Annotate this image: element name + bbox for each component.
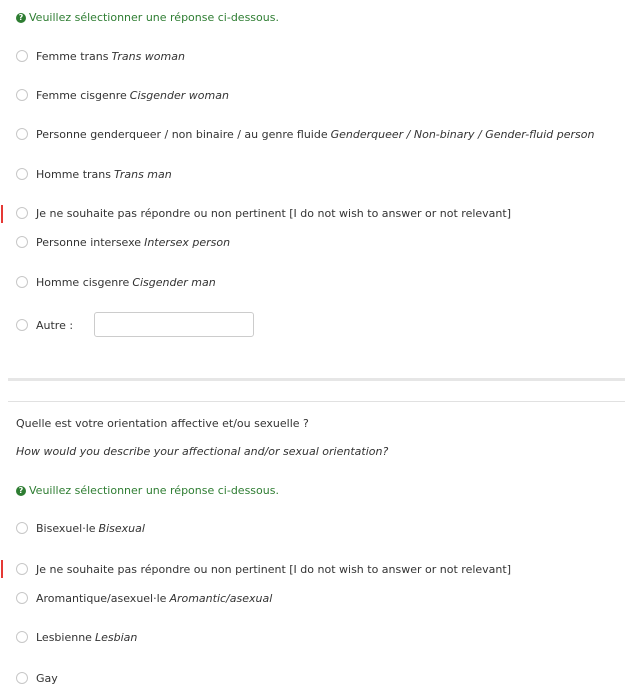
radio-button[interactable]: [16, 207, 28, 219]
option-label: Femme cisgenre: [36, 88, 127, 102]
section-divider: [8, 378, 625, 381]
radio-button[interactable]: [16, 276, 28, 288]
other-text-input[interactable]: [94, 312, 254, 337]
option-label: Lesbienne: [36, 630, 92, 644]
option-gay[interactable]: [16, 670, 58, 686]
radio-button[interactable]: [16, 631, 28, 643]
option-cisgender-man[interactable]: [16, 274, 216, 290]
no-answer-marker: [1, 560, 3, 578]
question-2-tip: [16, 484, 279, 497]
option-bisexual[interactable]: [16, 520, 145, 536]
radio-button[interactable]: [16, 89, 28, 101]
radio-button[interactable]: [16, 563, 28, 575]
radio-button[interactable]: [16, 592, 28, 604]
radio-button[interactable]: [16, 319, 28, 331]
option-label-en: Bisexual: [98, 521, 145, 535]
option-label-en: Trans woman: [111, 49, 185, 63]
help-icon: ?: [16, 13, 26, 23]
option-genderqueer[interactable]: [16, 126, 594, 142]
option-no-answer[interactable]: [16, 205, 511, 221]
option-aromantic-asexual[interactable]: [16, 590, 272, 606]
option-label-en: Genderqueer / Non-binary / Gender-fluid person: [330, 127, 595, 141]
option-label: Homme trans: [36, 167, 111, 181]
question-2-title: Quelle est votre orientation affective et/ou sexuelle ?: [16, 417, 309, 430]
radio-button[interactable]: [16, 672, 28, 684]
option-label-en: Cisgender man: [132, 275, 216, 289]
option-label-en: Intersex person: [144, 235, 231, 249]
option-cisgender-woman[interactable]: [16, 87, 229, 103]
question-1-tip-text: Veuillez sélectionner une réponse ci-dessous.: [29, 11, 279, 24]
radio-button[interactable]: [16, 236, 28, 248]
option-other[interactable]: [16, 317, 73, 333]
radio-button[interactable]: [16, 168, 28, 180]
option-label: Personne intersexe: [36, 235, 142, 249]
option-intersex[interactable]: [16, 234, 230, 250]
option-label: Gay: [36, 671, 58, 685]
option-no-answer[interactable]: [16, 561, 511, 577]
option-label: Femme trans: [36, 49, 109, 63]
option-label-en: Cisgender woman: [129, 88, 229, 102]
option-trans-woman[interactable]: [16, 48, 185, 64]
question-2-subtitle: How would you describe your affectional and/or sexual orientation?: [16, 445, 389, 458]
question-1-tip: [16, 11, 279, 24]
section-divider-line: [8, 401, 625, 402]
radio-button[interactable]: [16, 522, 28, 534]
option-label-en: Trans man: [113, 167, 172, 181]
option-trans-man[interactable]: [16, 166, 172, 182]
option-label: Aromantique/asexuel·le: [36, 591, 167, 605]
option-label-en: Lesbian: [94, 630, 138, 644]
no-answer-marker: [1, 205, 3, 223]
option-label: Je ne souhaite pas répondre ou non pertinent [I do not wish to answer or not relevant]: [36, 206, 511, 220]
option-label: Bisexuel·le: [36, 521, 96, 535]
radio-button[interactable]: [16, 128, 28, 140]
option-lesbian[interactable]: [16, 629, 137, 645]
option-label: Je ne souhaite pas répondre ou non pertinent [I do not wish to answer or not relevant]: [36, 562, 511, 576]
option-label: Homme cisgenre: [36, 275, 130, 289]
question-2-tip-text: Veuillez sélectionner une réponse ci-dessous.: [29, 484, 279, 497]
option-label: Personne genderqueer / non binaire / au genre fluide: [36, 127, 328, 141]
help-icon: ?: [16, 486, 26, 496]
option-label-en: Aromantic/asexual: [169, 591, 273, 605]
radio-button[interactable]: [16, 50, 28, 62]
option-label: Autre :: [36, 318, 74, 332]
